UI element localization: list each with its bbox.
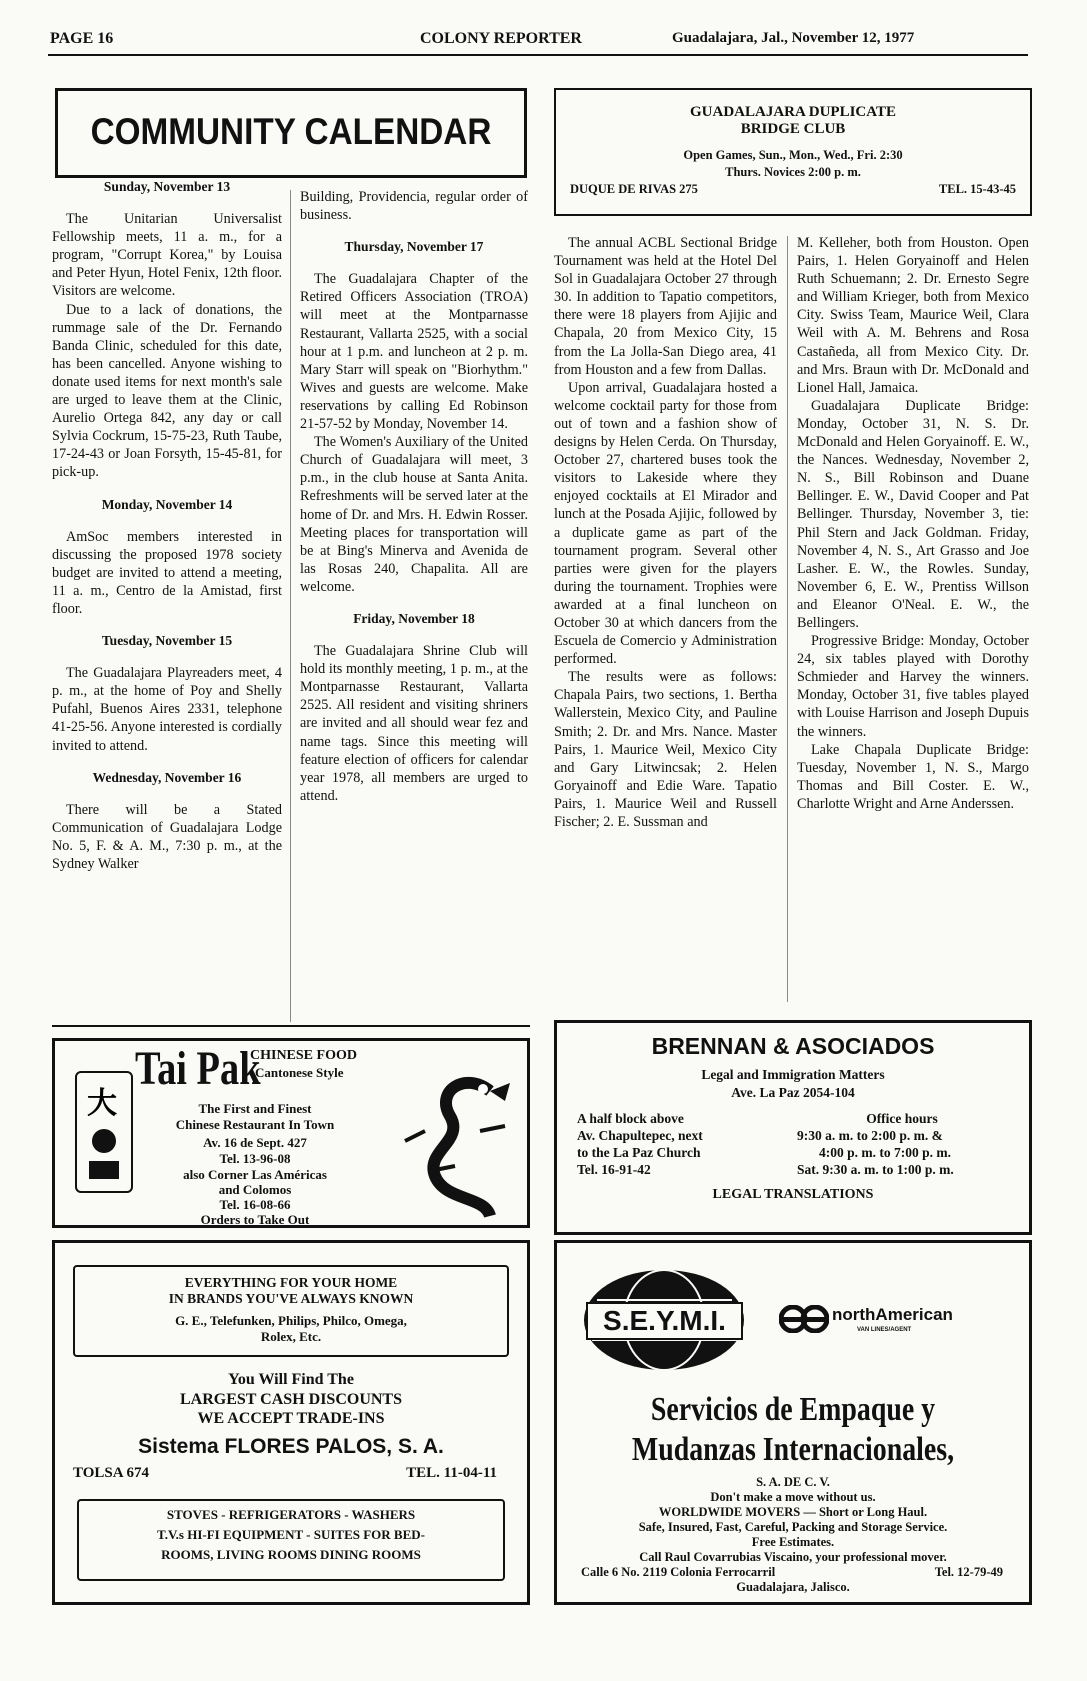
event-date-heading: Monday, November 14 bbox=[101, 496, 233, 512]
tai-pak-line3: Av. 16 de Sept. 427 bbox=[203, 1135, 307, 1150]
tai-pak-line6: and Colomos bbox=[218, 1182, 292, 1197]
brennan-hours-title: Office hours bbox=[866, 1111, 938, 1126]
north-american-sub: VAN LINES/AGENT bbox=[857, 1327, 912, 1333]
bridge-club-box bbox=[554, 88, 1032, 216]
products-box bbox=[77, 1499, 505, 1581]
dragon-icon bbox=[395, 1071, 525, 1221]
bridge-paragraph: M. Kelleher, both from Houston. Open Pairs, 1. Helen Goryainoff and Helen Ruth Schuemann; 2. Dr. Ernesto Segre and William Krieger, both from Mexico City. Swiss Team, Maurice Weil, Clara Weil with A. M. Behrens and Rosa Castañeda, all from Mexico City. Dr. and Mrs. Braun with Dr. McDonald and Lionel Hall, Jamaica. bbox=[797, 235, 1029, 396]
tai-pak-line4: Tel. 13-96-08 bbox=[219, 1151, 291, 1166]
bridge-column-2 bbox=[797, 234, 1029, 813]
calendar-title: COMMUNITY CALENDAR bbox=[90, 111, 492, 152]
bridge-games: Open Games, Sun., Mon., Wed., Fri. 2:30 bbox=[683, 148, 903, 162]
event-date-heading: Wednesday, November 16 bbox=[92, 769, 242, 785]
event-date-heading: Friday, November 18 bbox=[353, 610, 475, 626]
brennan-footer: LEGAL TRANSLATIONS bbox=[712, 1187, 874, 1202]
seymi-line6: Calle 6 No. 2119 Colonia Ferrocarril bbox=[581, 1565, 776, 1579]
brands-box bbox=[73, 1265, 509, 1357]
bridge-paragraph: Progressive Bridge: Monday, October 24, six tables played with Dorothy Schmieder and Harvey the winners. Monday, October 31, five tables played with Louise Harrison and Joseph Dupuis the winners. bbox=[797, 633, 1029, 740]
event-date-heading: Thursday, November 17 bbox=[344, 239, 484, 255]
north-american-name: northAmerican bbox=[832, 1305, 953, 1324]
products-line1: STOVES - REFRIGERATORS - WASHERS bbox=[166, 1507, 416, 1522]
brands-line2: IN BRANDS YOU'VE ALWAYS KNOWN bbox=[168, 1291, 414, 1306]
bridge-novices: Thurs. Novices 2:00 p. m. bbox=[725, 165, 861, 179]
event-date-heading: Sunday, November 13 bbox=[103, 179, 231, 194]
seymi-line4: Free Estimates. bbox=[751, 1535, 835, 1549]
event-paragraph: There will be a Stated Communication of Guadalajara Lodge No. 5, F. & A. M., 7:30 p. m., at the Sydney Walker bbox=[52, 801, 282, 872]
continued-paragraph: Building, Providencia, regular order of business. bbox=[300, 189, 528, 224]
seymi-ad bbox=[554, 1240, 1032, 1605]
tai-pak-line8: Orders to Take Out bbox=[200, 1212, 310, 1227]
brennan-left-4: Tel. 16-91-42 bbox=[577, 1162, 651, 1177]
products-line3: ROOMS, LIVING ROOMS DINING ROOMS bbox=[161, 1547, 421, 1562]
seymi-line2: WORLDWIDE MOVERS — Short or Long Haul. bbox=[658, 1505, 928, 1519]
seymi-logo: S.E.Y.M.I. bbox=[603, 1305, 726, 1336]
event-paragraph: The Guadalajara Chapter of the Retired Officers Association (TROA) will meet at the Montparnasse Restaurant, Vallarta 2525, with a social hour at 1 p.m. and luncheon at 2 p. m. Mary Starr will speak on "Biorhythm." Wives and guests are welcome. Make reservations by calling Ed Robinson 21-57-52 by Monday, November 14. bbox=[300, 271, 528, 433]
bridge-title-2: BRIDGE CLUB bbox=[740, 121, 846, 137]
event-paragraph: Due to a lack of donations, the rummage sale of the Dr. Fernando Banda Clinic, scheduled for this date, has been cancelled. Anyone wishing to donate used items for next month's sale are urged to leave them at the Clinic, Aurelio Ortega 842, any day or call Sylvia Cockrum, 15-75-23, Ruth Taube, 17-24-43 or Joan Forsyth, 15-45-81, for pick-up. bbox=[52, 301, 282, 481]
seymi-line1: Don't make a move without us. bbox=[710, 1490, 876, 1504]
seymi-line7: Guadalajara, Jalisco. bbox=[736, 1580, 850, 1594]
brennan-hours-2: 4:00 p. m. to 7:00 p. m. bbox=[819, 1145, 951, 1160]
seymi-line5: Call Raul Covarrubias Viscaino, your professional mover. bbox=[639, 1550, 947, 1564]
brennan-sub: Legal and Immigration Matters bbox=[701, 1067, 885, 1082]
bridge-title-1: GUADALAJARA DUPLICATE bbox=[690, 104, 896, 120]
bridge-divider bbox=[787, 236, 788, 1002]
brennan-hours-3: Sat. 9:30 a. m. to 1:00 p. m. bbox=[797, 1162, 954, 1177]
brands-line4: Rolex, Etc. bbox=[260, 1329, 322, 1344]
calendar-bottom-rule bbox=[52, 1025, 530, 1027]
bridge-column-1 bbox=[554, 234, 777, 831]
brennan-left-2: Av. Chapultepec, next bbox=[577, 1128, 703, 1143]
flores-name: Sistema FLORES PALOS, S. A. bbox=[138, 1435, 444, 1458]
svg-text:大: 大 bbox=[87, 1086, 117, 1121]
brennan-left-1: A half block above bbox=[577, 1111, 684, 1126]
tai-pak-line5: also Corner Las Américas bbox=[183, 1167, 327, 1182]
tai-pak-line7: Tel. 16-08-66 bbox=[219, 1197, 291, 1212]
seymi-sa: S. A. DE C. V. bbox=[756, 1475, 830, 1489]
bridge-paragraph: Upon arrival, Guadalajara hosted a welcome cocktail party for those from out of town and a fashion show of designs by Helen Cerda. On Thursday, October 27, chartered buses took the visitors to Lakeside where they enjoyed cocktails at El Mirador and lunch at the Posada Ajijic, followed by a duplicate game as part of the tournament program. Several other parties were given for the players during the tournament. Trophies were awarded at a final luncheon on October 30 at which dancers from the Escuela de Comercio y Administration performed. bbox=[554, 379, 777, 668]
seymi-title-2: Mudanzas Internacionales, bbox=[631, 1431, 955, 1468]
calendar-column-1 bbox=[52, 178, 282, 873]
bridge-paragraph: Lake Chapala Duplicate Bridge: Tuesday, November 1, N. S., Margo Thomas and Bill Coster. E. W., Charlotte Wright and Arne Anderssen. bbox=[797, 741, 1029, 812]
dateline: Guadalajara, Jal., November 12, 1977 bbox=[672, 30, 915, 46]
products-line2: T.V.s HI-FI EQUIPMENT - SUITES FOR BED- bbox=[157, 1527, 425, 1542]
tai-pak-line2: Chinese Restaurant In Town bbox=[175, 1117, 335, 1132]
north-american-icon bbox=[779, 1305, 829, 1333]
calendar-title-box bbox=[55, 88, 527, 178]
bridge-paragraph: The annual ACBL Sectional Bridge Tournament was held at the Hotel Del Sol in Guadalajara October 27 through 30. In addition to Tapatio competitors, there were 18 players from Ajijic and Chapala, 20 from Mexico City, 15 from the La Jolla-San Diego area, 41 from Houston and a few from Dallas. bbox=[554, 235, 777, 378]
tai-pak-name: Tai Pak bbox=[135, 1042, 261, 1095]
tai-pak-style: Cantonese Style bbox=[255, 1065, 344, 1080]
column-divider bbox=[290, 190, 291, 1022]
brennan-ad bbox=[554, 1020, 1032, 1235]
brennan-name: BRENNAN & ASOCIADOS bbox=[651, 1033, 935, 1059]
flores-line3: WE ACCEPT TRADE-INS bbox=[197, 1410, 385, 1427]
brands-line3: G. E., Telefunken, Philips, Philco, Omega, bbox=[175, 1313, 407, 1328]
event-paragraph: The Women's Auxiliary of the United Church of Guadalajara will meet, 3 p.m., in the club house at Santa Anita. Refreshments will be served later at the home of Dr. and Mrs. H. Edwin Rosser. Meeting places for transportation will be at Bing's Minerva and Avenida de las Rosas 240, Chapalita. All are welcome. bbox=[300, 434, 528, 595]
seymi-line3: Safe, Insured, Fast, Careful, Packing and Storage Service. bbox=[638, 1520, 948, 1534]
flores-palos-ad bbox=[52, 1240, 530, 1605]
event-paragraph: The Guadalajara Playreaders meet, 4 p. m., at the home of Poy and Shelly Pufahl, Buenos Aires 2331, telephone 41-25-56. Anyone interested is cordially invited to attend. bbox=[52, 665, 282, 754]
tai-pak-ad bbox=[52, 1038, 530, 1228]
event-paragraph: The Guadalajara Shrine Club will hold its monthly meeting, 1 p. m., at the Montparnasse Restaurant, Vallarta 2525. All resident and visiting shriners are invited and all should wear fez and name tags. Since this meeting will feature election of officers for calendar year 1978, all members are urged to attend. bbox=[300, 643, 528, 804]
page-number: PAGE 16 bbox=[50, 30, 114, 47]
brennan-address: Ave. La Paz 2054-104 bbox=[731, 1085, 855, 1100]
event-paragraph: AmSoc members interested in discussing the proposed 1978 society budget are invited to attend a meeting, 11 a. m., Centro de la Amistad, first floor. bbox=[52, 528, 282, 617]
brennan-left-3: to the La Paz Church bbox=[577, 1145, 701, 1160]
flores-address: TOLSA 674 bbox=[73, 1465, 150, 1481]
newspaper-name: COLONY REPORTER bbox=[420, 30, 582, 47]
tai-pak-line1: The First and Finest bbox=[198, 1101, 312, 1116]
event-paragraph: The Unitarian Universalist Fellowship meets, 11 a. m., for a program, "Corrupt Korea," by Louisa and Peter Hyun, Hotel Fenix, 12th floor. Visitors are welcome. bbox=[52, 211, 282, 300]
seymi-title-1: Servicios de Empaque y bbox=[650, 1391, 936, 1428]
bridge-tel: TEL. 15-43-45 bbox=[938, 182, 1016, 196]
event-date-heading: Tuesday, November 15 bbox=[101, 633, 233, 649]
header-rule bbox=[48, 54, 1028, 56]
brands-line1: EVERYTHING FOR YOUR HOME bbox=[184, 1275, 398, 1290]
bridge-paragraph: The results were as follows: Chapala Pairs, two sections, 1. Bertha Wallerstein, Mexico City, and Pauline Smith; 2. Dr. and Mrs. Nance. Master Pairs, 1. Maurice Weil, Mexico City and Gary Litwincsak; 2. Helen Goryainoff and Edie Ware. Tapatio Pairs, 1. Maurice Weil and Russell Fischer; 2. E. Sussman and bbox=[554, 669, 777, 830]
calendar-column-2 bbox=[300, 188, 528, 805]
flores-tel: TEL. 11-04-11 bbox=[406, 1465, 497, 1481]
brennan-hours-1: 9:30 a. m. to 2:00 p. m. & bbox=[797, 1128, 943, 1143]
tai-pak-type: CHINESE FOOD bbox=[250, 1048, 357, 1063]
flores-line2: LARGEST CASH DISCOUNTS bbox=[180, 1391, 402, 1408]
bridge-paragraph: Guadalajara Duplicate Bridge: Monday, October 31, N. S. Dr. McDonald and Helen Goryainoff. E. W., the Nances. Wednesday, November 2, N. S., Bill Robinson and Duane Bellinger. E. W., David Cooper and Pat Bellinger. Thursday, November 3, tie: Phil Stern and Jack Goldman. Friday, November 4, N. S., Art Grasso and Joe Lasher. E. W., the Rowles. Sunday, November 6, E. W., Prentiss Willson and Eleanor O'Neal. E. W., the Bellingers. bbox=[797, 397, 1029, 631]
seymi-tel: Tel. 12-79-49 bbox=[934, 1565, 1003, 1579]
flores-line1: You Will Find The bbox=[228, 1371, 354, 1388]
bridge-address: DUQUE DE RIVAS 275 bbox=[570, 182, 698, 196]
